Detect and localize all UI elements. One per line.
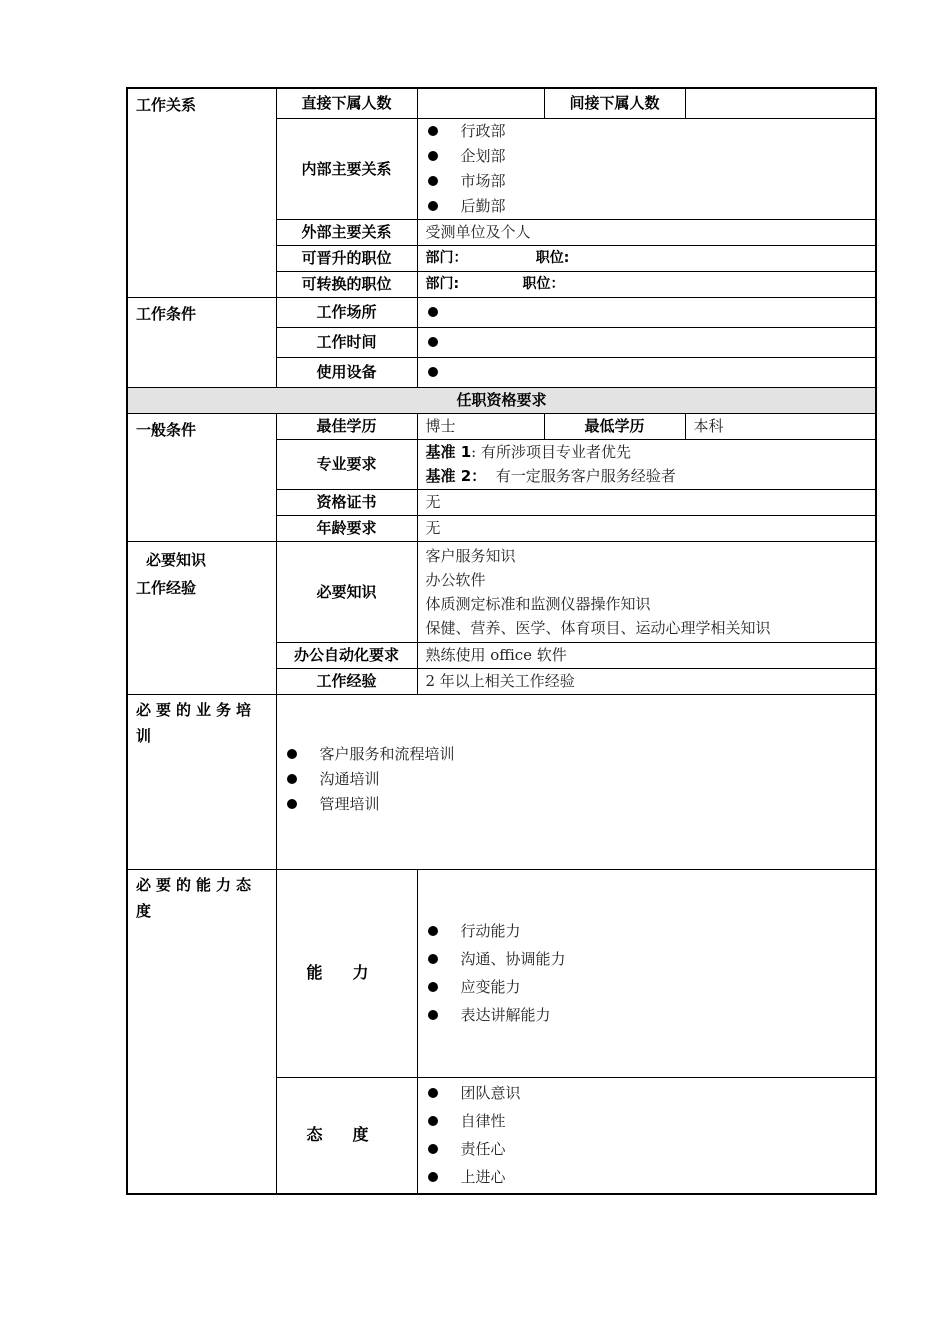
ability-label: 能力 [276,869,417,1077]
list-item: 自律性 [426,1107,868,1135]
list-item: 后勤部 [426,194,868,219]
basis2-value: 有一定服务客户服务经验者 [486,467,676,485]
experience-value: 2 年以上相关工作经验 [417,668,876,694]
list-item: 管理培训 [285,791,868,816]
bullet-icon [428,337,438,347]
general-conditions-label: 一般条件 [127,413,276,541]
list-item: 应变能力 [426,973,868,1001]
internal-relations-label: 内部主要关系 [276,118,417,219]
knowledge-label: 必要知识 [276,541,417,642]
section-title: 任职资格要求 [127,387,876,413]
job-description-table [126,87,877,1195]
basis1-value: : 有所涉项目专业者优先 [471,443,631,461]
ability-list [417,869,876,1077]
min-education-label: 最低学历 [544,413,685,439]
list-item: 表达讲解能力 [426,1001,868,1029]
bullet-icon [428,176,438,186]
work-relations-label: 工作关系 [127,88,276,297]
external-relations-value: 受测单位及个人 [417,219,876,245]
bullet-icon [428,1088,438,1098]
list-item: 办公软件 [425,570,486,589]
direct-subordinates-value [417,88,544,118]
best-education-label: 最佳学历 [276,413,417,439]
transfer-value: 部门: 职位： [417,271,876,297]
indirect-subordinates-value [685,88,876,118]
list-item: 行政部 [426,119,868,144]
work-place-value [417,297,876,327]
bullet-icon [428,1172,438,1182]
basis1-label: 基准 1 [425,443,472,461]
list-item: 市场部 [426,169,868,194]
bullet-icon [428,1116,438,1126]
training-list [276,694,876,869]
office-automation-value: 熟练使用 office 软件 [417,642,876,668]
external-relations-label: 外部主要关系 [276,219,417,245]
work-time-value [417,327,876,357]
attitude-list [417,1077,876,1194]
age-label: 年龄要求 [276,515,417,541]
list-item: 团队意识 [426,1079,868,1107]
bullet-icon [428,201,438,211]
ability-attitude-label: 必要的能力态度 [127,869,276,1194]
list-item: 责任心 [426,1135,868,1163]
age-value: 无 [417,515,876,541]
experience-label: 工作经验 [276,668,417,694]
list-item: 保健、营养、医学、体育项目、运动心理学相关知识 [425,618,771,637]
list-item: 客户服务知识 [425,546,516,565]
work-conditions-label: 工作条件 [127,297,276,387]
knowledge-list [417,541,876,642]
work-place-label: 工作场所 [276,297,417,327]
bullet-icon [287,799,297,809]
list-item: 沟通、协调能力 [426,945,868,973]
bullet-icon [287,749,297,759]
list-item: 企划部 [426,144,868,169]
equipment-value [417,357,876,387]
major-requirement-value [417,439,876,489]
bullet-icon [428,1010,438,1020]
training-label: 必要的业务培训 [127,694,276,869]
promotion-value: 部门： 职位: [417,245,876,271]
min-education-value: 本科 [685,413,876,439]
list-item: 体质测定标准和监测仪器操作知识 [425,594,651,613]
transfer-label: 可转换的职位 [276,271,417,297]
bullet-icon [428,367,438,377]
bullet-icon [428,1144,438,1154]
bullet-icon [428,982,438,992]
list-item: 上进心 [426,1163,868,1191]
list-item: 客户服务和流程培训 [285,741,868,766]
bullet-icon [428,926,438,936]
bullet-icon [428,151,438,161]
internal-relations-list [417,118,876,219]
bullet-icon [428,126,438,136]
bullet-icon [428,954,438,964]
bullet-icon [428,307,438,317]
direct-subordinates-label: 直接下属人数 [276,88,417,118]
best-education-value: 博士 [417,413,544,439]
knowledge-experience-label: 必要知识 工作经验 [127,541,276,694]
basis2-label: 基准 2： [425,467,487,485]
list-item: 沟通培训 [285,766,868,791]
certificate-label: 资格证书 [276,489,417,515]
equipment-label: 使用设备 [276,357,417,387]
bullet-icon [287,774,297,784]
major-requirement-label: 专业要求 [276,439,417,489]
work-time-label: 工作时间 [276,327,417,357]
list-item: 行动能力 [426,917,868,945]
promotion-label: 可晋升的职位 [276,245,417,271]
attitude-label: 态度 [276,1077,417,1194]
certificate-value: 无 [417,489,876,515]
office-automation-label: 办公自动化要求 [276,642,417,668]
indirect-subordinates-label: 间接下属人数 [544,88,685,118]
